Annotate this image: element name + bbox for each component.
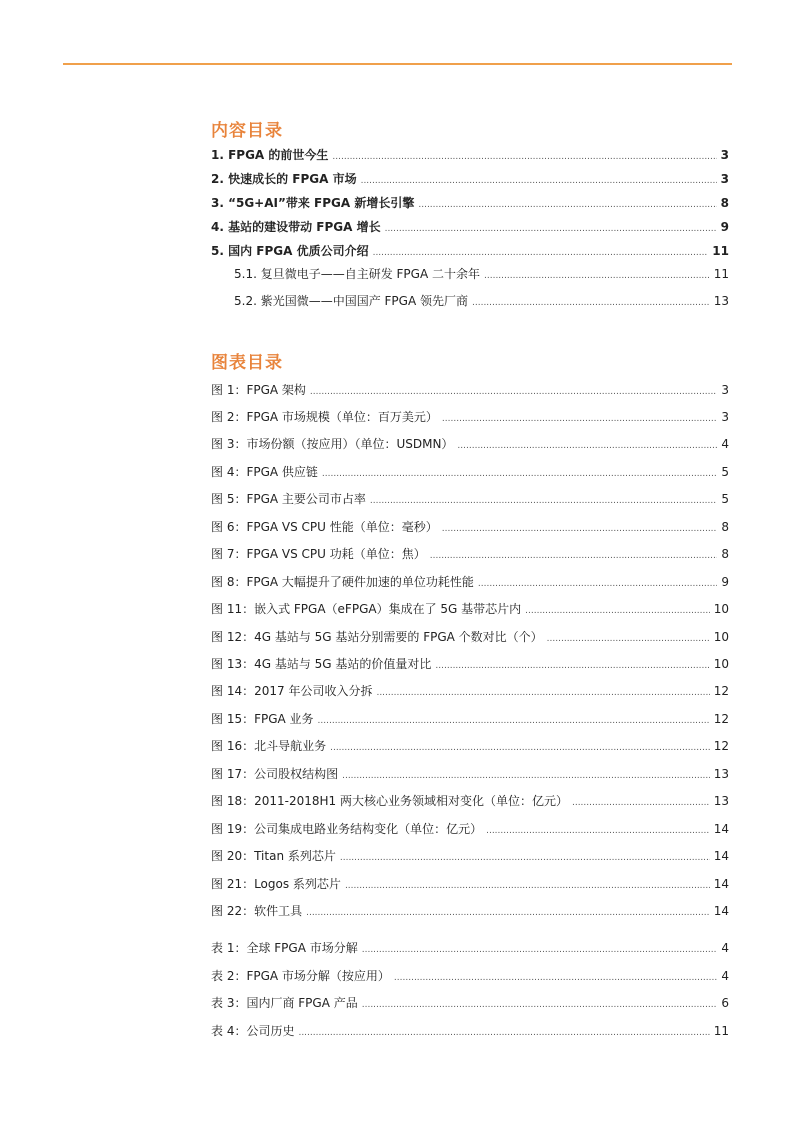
figure-entry[interactable] (211, 462, 729, 482)
figure-entry-page: 14 (713, 849, 729, 863)
toc-entry-label: 2. 快速成长的 FPGA 市场 (211, 172, 357, 186)
figure-entry[interactable] (211, 489, 729, 509)
toc-entry-page: 13 (713, 294, 729, 308)
figure-entry-label: 图 20：Titan 系列芯片 (211, 849, 336, 863)
figure-entry[interactable] (211, 874, 729, 894)
figure-entry-label: 图 17：公司股权结构图 (211, 767, 339, 781)
toc-entry-label: 5. 国内 FPGA 优质公司介绍 (211, 244, 369, 258)
table-entry-page: 4 (721, 941, 729, 955)
figure-entry[interactable] (211, 764, 729, 784)
figure-entry-page: 12 (713, 712, 729, 726)
figure-entry[interactable] (211, 846, 729, 866)
leader-dots (330, 738, 710, 758)
figure-entry-label: 图 11：嵌入式 FPGA（eFPGA）集成在了 5G 基带芯片内 (211, 602, 522, 616)
leader-dots (373, 243, 709, 263)
table-entry-page: 6 (721, 996, 729, 1010)
figure-entry-label: 图 5：FPGA 主要公司市占率 (211, 492, 366, 506)
figure-entry-label: 图 2：FPGA 市场规模（单位：百万美元） (211, 410, 438, 424)
figure-entry-page: 5 (721, 465, 729, 479)
toc-entry[interactable] (211, 145, 729, 165)
leader-dots (442, 519, 718, 539)
table-entry[interactable] (211, 966, 729, 986)
table-entry-label: 表 4：公司历史 (211, 1024, 295, 1038)
figure-entry-page: 13 (713, 794, 729, 808)
leader-dots (361, 171, 717, 191)
figure-entry-label: 图 7：FPGA VS CPU 功耗（单位：焦） (211, 547, 426, 561)
figure-entry-page: 4 (721, 437, 729, 451)
figure-entry[interactable] (211, 599, 729, 619)
figure-entry[interactable] (211, 791, 729, 811)
figure-entry-label: 图 21：Logos 系列芯片 (211, 877, 341, 891)
figure-entry-page: 10 (713, 630, 729, 644)
figure-entry-label: 图 12：4G 基站与 5G 基站分别需要的 FPGA 个数对比（个） (211, 630, 543, 644)
leader-dots (370, 491, 717, 511)
leader-dots (418, 195, 716, 215)
figure-entry[interactable] (211, 517, 729, 537)
figure-list-title: 图表目录 (211, 353, 283, 373)
figure-entry[interactable] (211, 736, 729, 756)
leader-dots (430, 546, 718, 566)
toc-entry[interactable] (211, 169, 729, 189)
figure-entry[interactable] (211, 407, 729, 427)
leader-dots (376, 683, 709, 703)
figure-entry-label: 图 19：公司集成电路业务结构变化（单位：亿元） (211, 822, 483, 836)
toc-subentry[interactable] (234, 291, 729, 311)
leader-dots (457, 436, 717, 456)
toc-entry-page: 9 (720, 220, 729, 234)
leader-dots (322, 464, 717, 484)
figure-entry[interactable] (211, 819, 729, 839)
figure-entry-page: 10 (713, 657, 729, 671)
figure-entry-label: 图 13：4G 基站与 5G 基站的价值量对比 (211, 657, 432, 671)
figure-entry[interactable] (211, 572, 729, 592)
figure-entry-label: 图 22：软件工具 (211, 904, 303, 918)
toc-entry-page: 3 (720, 172, 729, 186)
figure-entry-label: 图 4：FPGA 供应链 (211, 465, 318, 479)
leader-dots (572, 793, 710, 813)
toc-entry[interactable] (211, 217, 729, 237)
figure-entry[interactable] (211, 709, 729, 729)
header-rule (63, 63, 732, 65)
figure-entry-label: 图 6：FPGA VS CPU 性能（单位：毫秒） (211, 520, 438, 534)
figure-entry-label: 图 15：FPGA 业务 (211, 712, 314, 726)
figure-entry-label: 图 1：FPGA 架构 (211, 383, 306, 397)
leader-dots (478, 574, 717, 594)
table-entry-label: 表 3：国内厂商 FPGA 产品 (211, 996, 358, 1010)
leader-dots (486, 821, 710, 841)
leader-dots (318, 711, 710, 731)
leader-dots (435, 656, 709, 676)
toc-entry-label: 5.2. 紫光国微——中国国产 FPGA 领先厂商 (234, 294, 468, 308)
toc-entry-page: 3 (720, 148, 729, 162)
figure-entry[interactable] (211, 380, 729, 400)
leader-dots (362, 995, 718, 1015)
leader-dots (547, 629, 710, 649)
toc-entry-label: 1. FPGA 的前世今生 (211, 148, 329, 162)
leader-dots (340, 848, 710, 868)
table-entry[interactable] (211, 938, 729, 958)
toc-entry-page: 11 (713, 267, 729, 281)
figure-entry[interactable] (211, 681, 729, 701)
leader-dots (442, 409, 717, 429)
leader-dots (385, 219, 717, 239)
figure-entry-page: 12 (713, 739, 729, 753)
figure-entry-label: 图 8：FPGA 大幅提升了硬件加速的单位功耗性能 (211, 575, 474, 589)
table-entry-label: 表 2：FPGA 市场分解（按应用） (211, 969, 390, 983)
figure-entry[interactable] (211, 901, 729, 921)
leader-dots (332, 147, 716, 167)
leader-dots (310, 382, 717, 402)
figure-entry-page: 3 (721, 383, 729, 397)
figure-entry-label: 图 3：市场份额（按应用）（单位：USDMN） (211, 437, 454, 451)
table-entry-page: 4 (721, 969, 729, 983)
toc-entry-label: 5.1. 复旦微电子——自主研发 FPGA 二十余年 (234, 267, 480, 281)
figure-entry-page: 8 (721, 520, 729, 534)
figure-entry[interactable] (211, 654, 729, 674)
figure-entry-page: 9 (721, 575, 729, 589)
leader-dots (306, 903, 710, 923)
toc-subentry[interactable] (234, 264, 729, 284)
toc-entry[interactable] (211, 241, 729, 261)
table-entry-page: 11 (713, 1024, 729, 1038)
figure-entry[interactable] (211, 434, 729, 454)
leader-dots (342, 766, 710, 786)
toc-entry[interactable] (211, 193, 729, 213)
leader-dots (345, 876, 710, 896)
leader-dots (362, 940, 718, 960)
figure-entry[interactable] (211, 627, 729, 647)
figure-entry-page: 8 (721, 547, 729, 561)
leader-dots (525, 601, 710, 621)
figure-entry-label: 图 14：2017 年公司收入分拆 (211, 684, 373, 698)
figure-entry-page: 5 (721, 492, 729, 506)
figure-entry-page: 14 (713, 877, 729, 891)
leader-dots (394, 968, 717, 988)
figure-entry-page: 12 (713, 684, 729, 698)
table-entry[interactable] (211, 1021, 729, 1041)
table-entry-label: 表 1：全球 FPGA 市场分解 (211, 941, 358, 955)
toc-entry-page: 11 (712, 244, 729, 258)
table-entry[interactable] (211, 993, 729, 1013)
toc-entry-label: 4. 基站的建设带动 FPGA 增长 (211, 220, 381, 234)
figure-entry-page: 14 (713, 904, 729, 918)
figure-entry-page: 13 (713, 767, 729, 781)
figure-entry[interactable] (211, 544, 729, 564)
figure-entry-page: 10 (713, 602, 729, 616)
toc-entry-label: 3. “5G+AI”带来 FPGA 新增长引擎 (211, 196, 415, 210)
leader-dots (298, 1023, 709, 1043)
figure-entry-label: 图 18：2011-2018H1 两大核心业务领域相对变化（单位：亿元） (211, 794, 568, 808)
figure-entry-page: 3 (721, 410, 729, 424)
leader-dots (472, 293, 710, 313)
toc-entry-page: 8 (720, 196, 729, 210)
toc-title: 内容目录 (211, 121, 283, 141)
figure-entry-label: 图 16：北斗导航业务 (211, 739, 327, 753)
figure-entry-page: 14 (713, 822, 729, 836)
leader-dots (484, 266, 710, 286)
